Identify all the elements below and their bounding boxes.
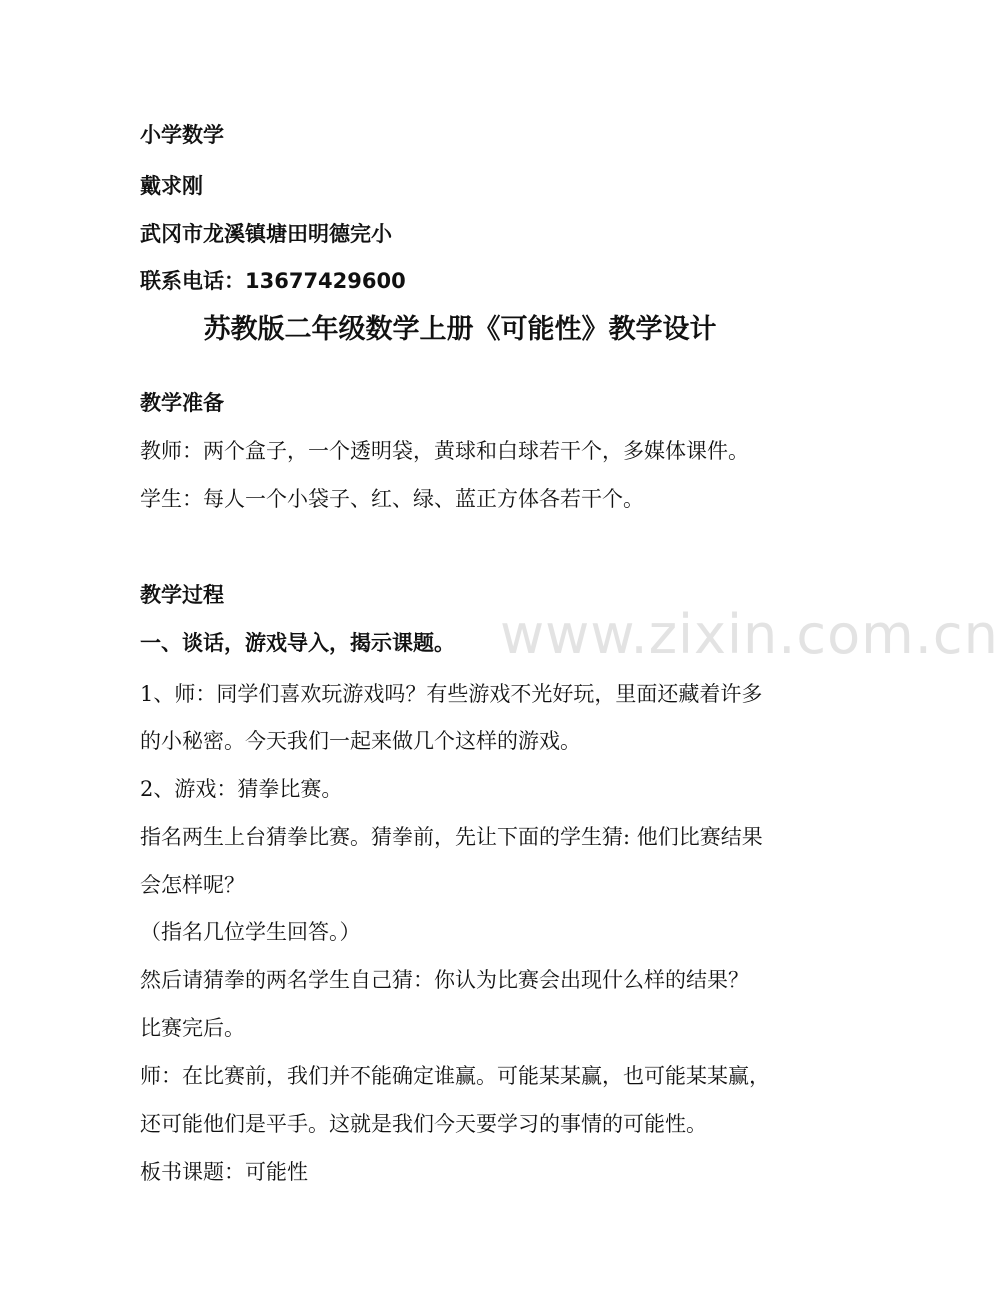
paragraph-line: （指名几位学生回答。）	[140, 920, 361, 944]
watermark: www.zixin.com.cn	[500, 603, 999, 666]
preparation-student: 学生：每人一个小袋子、红、绿、蓝正方体各若干个。	[140, 487, 644, 511]
paragraph-line: 还可能他们是平手。这就是我们今天要学习的事情的可能性。	[140, 1112, 707, 1136]
paragraph-line: 师：在比赛前，我们并不能确定谁赢。可能某某赢，也可能某某赢，	[140, 1064, 770, 1088]
paragraph-line: 的小秘密。今天我们一起来做几个这样的游戏。	[140, 729, 581, 753]
paragraph-line: 1、师：同学们喜欢玩游戏吗？有些游戏不光好玩，里面还藏着许多	[140, 682, 763, 706]
preparation-heading: 教学准备	[140, 391, 224, 415]
preparation-teacher: 教师：两个盒子，一个透明袋，黄球和白球若干个，多媒体课件。	[140, 439, 749, 463]
author-line: 戴求刚	[140, 174, 203, 198]
phone-line: 联系电话：13677429600	[140, 269, 406, 293]
paragraph-line: 板书课题：可能性	[140, 1160, 308, 1184]
section1-heading: 一、谈话，游戏导入，揭示课题。	[140, 631, 455, 655]
document-title: 苏教版二年级数学上册《可能性》教学设计	[203, 314, 717, 345]
paragraph-line: 会怎样呢？	[140, 873, 245, 897]
paragraph-line: 指名两生上台猜拳比赛。猜拳前，先让下面的学生猜: 他们比赛结果	[140, 825, 763, 849]
school-line: 武冈市龙溪镇塘田明德完小	[140, 222, 392, 246]
process-heading: 教学过程	[140, 583, 224, 607]
paragraph-line: 比赛完后。	[140, 1016, 245, 1040]
paragraph-line: 2、游戏：猜拳比赛。	[140, 777, 343, 801]
subject-line: 小学数学	[140, 123, 224, 147]
paragraph-line: 然后请猜拳的两名学生自己猜：你认为比赛会出现什么样的结果？	[140, 968, 749, 992]
